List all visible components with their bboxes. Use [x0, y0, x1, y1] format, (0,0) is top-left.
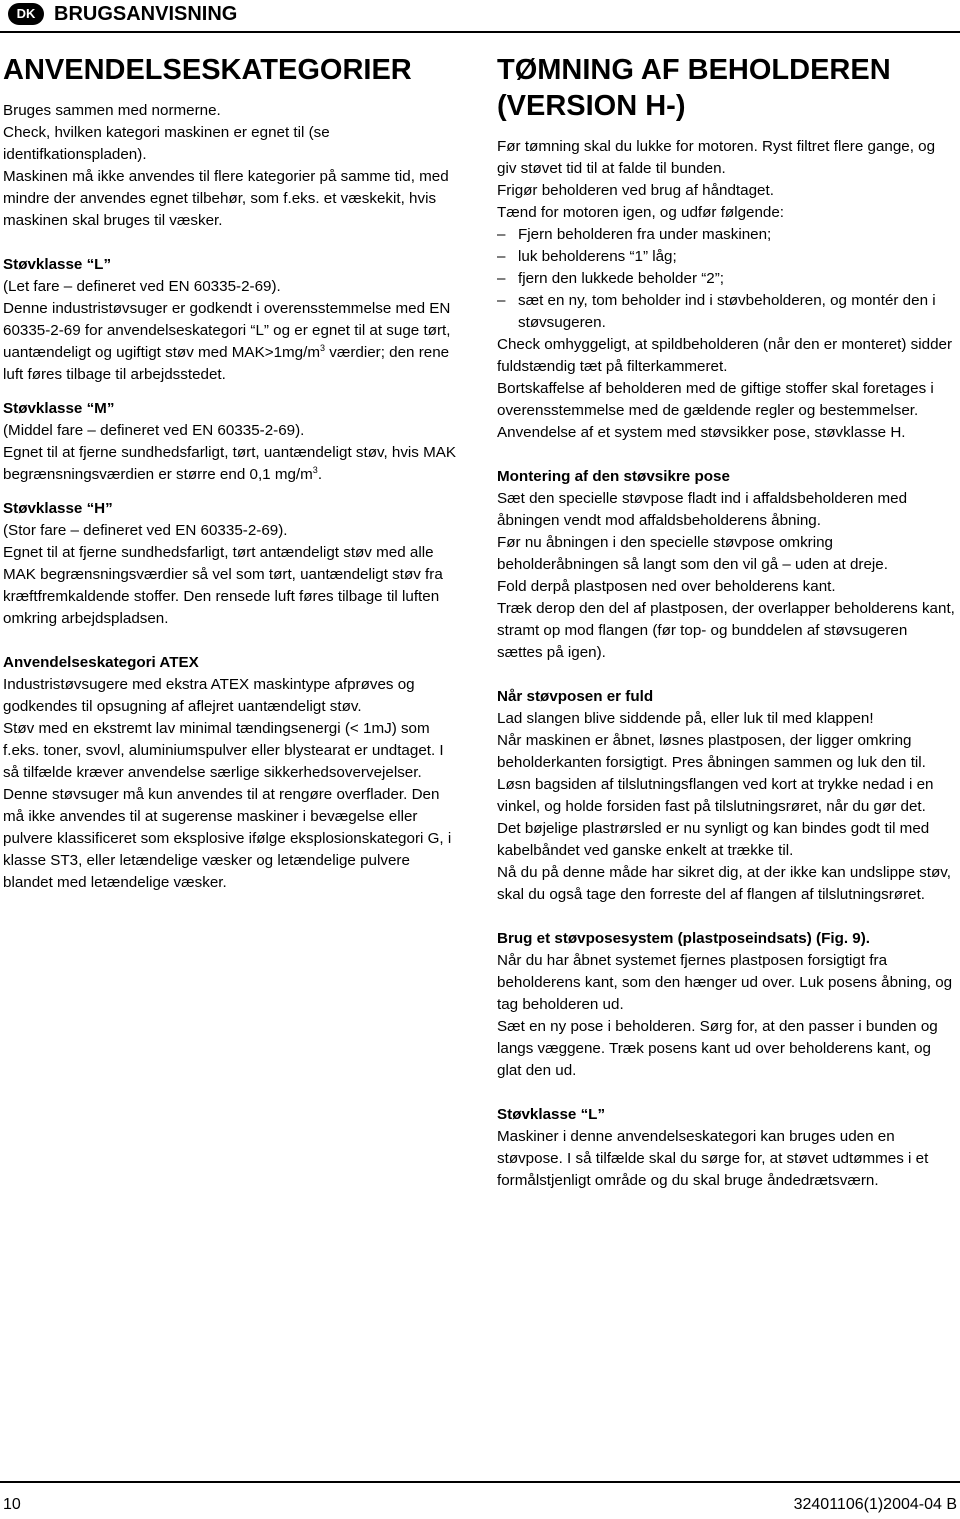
- language-badge: DK: [8, 3, 44, 25]
- header-title: BRUGSANVISNING: [54, 3, 238, 25]
- mount-heading: Montering af den støvsikre pose: [497, 468, 730, 485]
- atex-paragraph: Denne støvsuger må kun anvendes til at rengøre overflader. Den må ikke anvendes til at sugerense maskiner i bevægelse eller pulvere klassificeret som eksplosive ifølge eksplosionskategori G, i klasse ST3, eller letændelige væsker og letændelige pulvere blandet med letændelige væsker.: [3, 786, 452, 891]
- bag-system-paragraph: Når du har åbnet systemet fjernes plastposen forsigtigt fra beholderens kant, som den hænger ud over. Luk posens åbning, og tag beholderen ud.: [497, 952, 953, 1013]
- intro-line: Check, hvilken kategori maskinen er egnet til (se identifkationspladen).: [3, 124, 330, 163]
- header-divider: [0, 31, 960, 33]
- note-paragraph: Check omhyggeligt, at spildbeholderen (når den er monteret) sidder fuldstændig tæt på filterkammeret.: [497, 336, 953, 375]
- bag-system-paragraph: Sæt en ny pose i beholderen. Sørg for, at den passer i bunden og langs væggene. Træk posens kant ud over beholderens kant, og glat den ud.: [497, 1018, 938, 1079]
- full-bag-paragraph: Nå du på denne måde har sikret dig, at der ikke kan undslippe støv, skal du også tage den forreste del af flangen af tilslutningsrøret.: [497, 864, 951, 903]
- class-m-heading: Støvklasse “M”: [3, 400, 115, 417]
- list-item: – luk beholderens “1” låg;: [497, 246, 957, 268]
- class-h-heading: Støvklasse “H”: [3, 500, 113, 517]
- emptying-steps: [497, 224, 957, 334]
- full-bag-paragraph: Lad slangen blive siddende på, eller luk til med klappen!: [497, 710, 874, 727]
- class-l-subtitle: (Let fare – defineret ved EN 60335-2-69).: [3, 278, 281, 295]
- left-column: [3, 52, 463, 894]
- bag-system-heading: Brug et støvposesystem (plastposeindsats) (Fig. 9).: [497, 930, 871, 947]
- intro-line: Bruges sammen med normerne.: [3, 102, 221, 119]
- mount-paragraph: Fold derpå plastposen ned over beholderens kant.: [497, 578, 836, 595]
- list-item: – sæt en ny, tom beholder ind i støvbeholderen, og montér den i støvsugeren.: [497, 290, 957, 334]
- atex-paragraph: Støv med en ekstremt lav minimal tændingsenergi (< 1mJ) som f.eks. toner, svovl, aluminiumspulver eller blystearat er undtaget. I så tilfælde kræver anvendelse særlige sikkerhedsovervejelser.: [3, 720, 444, 781]
- section-title-emptying: TØMNING AF BEHOLDEREN (VERSION H-): [497, 54, 891, 122]
- class-l-body: Denne industristøvsuger er godkendt i overensstemmelse med EN 60335-2-69 for anvendelseskategori “L” og er egnet til at suge tørt, uantændeligt og ugiftigt støv med $MAK>1mg/m^3$ værdier; den rene luft føres tilbage til arbejdsstedet.: [3, 300, 451, 383]
- footer-divider: [0, 1481, 960, 1483]
- page-header: [0, 0, 960, 34]
- full-bag-paragraph: Det bøjelige plastrørsled er nu synligt og kan bindes godt til med kabelbåndet ved ganske enkelt at trække til.: [497, 820, 930, 859]
- mount-paragraph: Træk derop den del af plastposen, der overlapper beholderens kant, stramt op mod flangen (før top- og bunddelen af støvsugeren sættes på igen).: [497, 600, 955, 661]
- list-item: – fjern den lukkede beholder “2”;: [497, 268, 957, 290]
- class-m-body: Egnet til at fjerne sundhedsfarligt, tørt, uantændeligt støv, hvis MAK begrænsningsværdien er større end 0,1 $mg/m^3$.: [3, 444, 457, 483]
- full-bag-paragraph: Når maskinen er åbnet, løsnes plastposen, der ligger omkring beholderkanten forsigtigt. Pres åbningen sammen og luk den til.: [497, 732, 926, 771]
- full-bag-paragraph: Løsn bagsiden af tilslutningsflangen ved kort at trykke nedad i en vinkel, og holde forsiden fast på tilslutningsrøret, når du gør det.: [497, 776, 934, 815]
- mount-paragraph: Sæt den specielle støvpose fladt ind i affaldsbeholderen med åbningen vendt mod affaldsbeholderens åbning.: [497, 490, 908, 529]
- section-title-categories: ANVENDELSESKATEGORIER: [3, 54, 412, 86]
- list-item: – Fjern beholderen fra under maskinen;: [497, 224, 957, 246]
- intro-line: Maskinen må ikke anvendes til flere kategorier på samme tid, med mindre der anvendes egnet tilbehør, som f.eks. et væskekit, hvis maskinen skal bruges til væsker.: [3, 168, 449, 229]
- class-m-subtitle: (Middel fare – defineret ved EN 60335-2-69).: [3, 422, 305, 439]
- page-number: 10: [3, 1496, 21, 1513]
- intro-line: Før tømning skal du lukke for motoren. Ryst filtret flere gange, og giv støvet tid til at falde til bunden.: [497, 138, 936, 177]
- class-l-heading-right: Støvklasse “L”: [497, 1106, 606, 1123]
- class-l-heading: Støvklasse “L”: [3, 256, 112, 273]
- atex-paragraph: Industristøvsugere med ekstra ATEX maskintype afprøves og godkendes til opsugning af aflejret uantændeligt støv.: [3, 676, 415, 715]
- right-column: [497, 52, 957, 1192]
- class-l-body-right: Maskiner i denne anvendelseskategori kan bruges uden en støvpose. I så tilfælde skal du sørge for, at støvet udtømmes i et formålstjenligt område og du skal bruge åndedrætsværn.: [497, 1128, 929, 1189]
- class-h-subtitle: (Stor fare – defineret ved EN 60335-2-69).: [3, 522, 288, 539]
- mount-paragraph: Før nu åbningen i den specielle støvpose omkring beholderåbningen så langt som den vil gå – uden at dreje.: [497, 534, 888, 573]
- atex-heading: Anvendelseskategori ATEX: [3, 654, 199, 671]
- intro-line: Frigør beholderen ved brug af håndtaget.: [497, 182, 774, 199]
- full-bag-heading: Når støvposen er fuld: [497, 688, 654, 705]
- intro-line: Tænd for motoren igen, og udfør følgende:: [497, 204, 785, 221]
- document-code: 32401106(1)2004-04 B: [793, 1496, 957, 1513]
- class-h-body: Egnet til at fjerne sundhedsfarligt, tørt antændeligt støv med alle MAK begrænsningsværdier så vel som tørt, uantændeligt støv fra kræftfremkaldende stoffer. Den rensede luft føres tilbage til luften omkring arbejdspladsen.: [3, 544, 443, 627]
- note-paragraph: Bortskaffelse af beholderen med de giftige stoffer skal foretages i overensstemmelse med de gældende regler og bestemmelser. Anvendelse af et system med støvsikker pose, støvklasse H.: [497, 380, 934, 441]
